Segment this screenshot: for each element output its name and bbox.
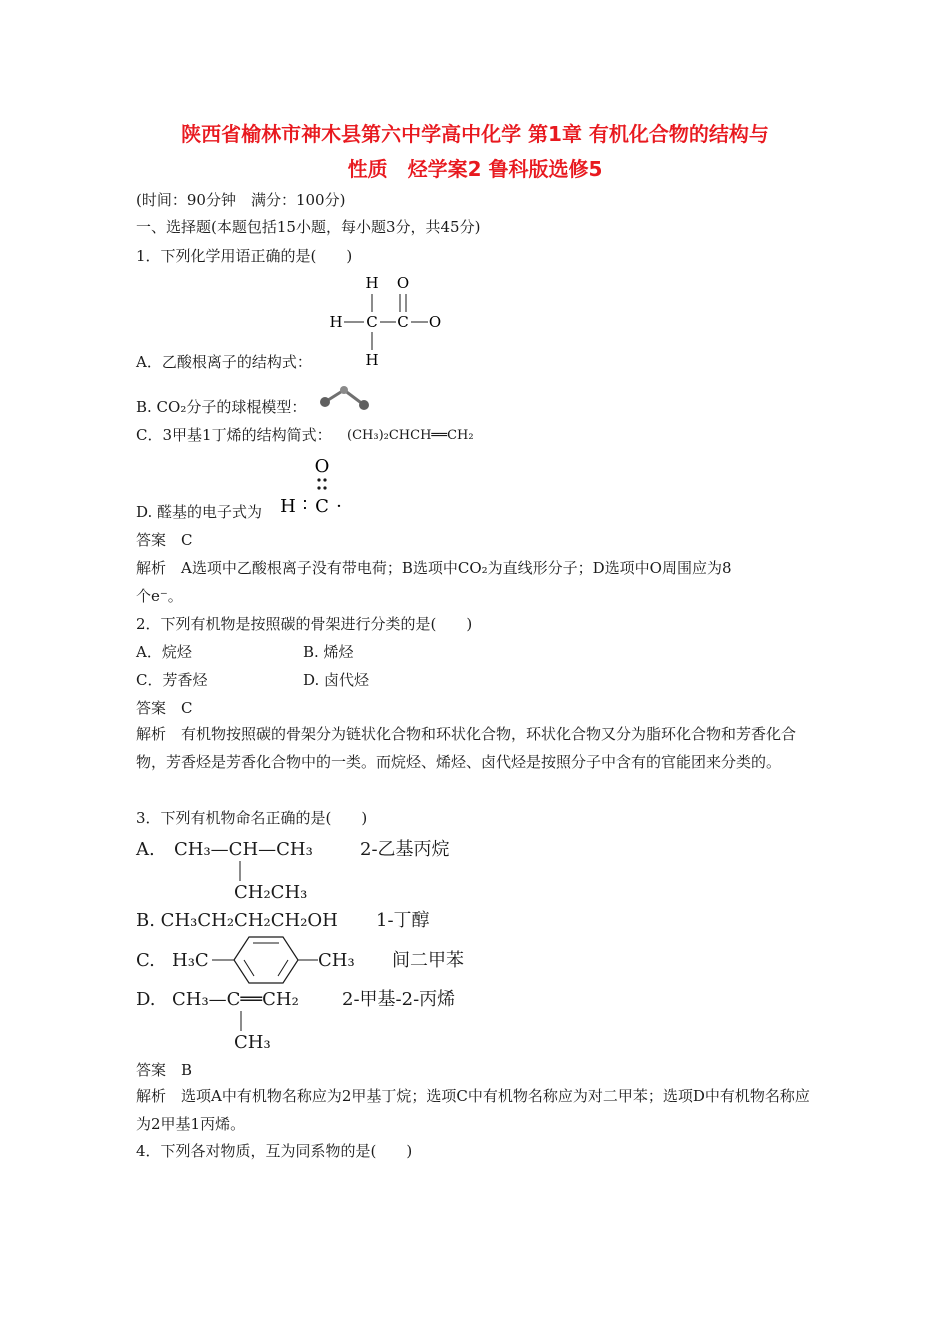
question-3-option-c-right: CH₃ [318,950,355,971]
question-1-option-c-formula: (CH₃)₂CHCH══CH₂ [347,428,474,443]
question-3-option-b-name: 1-丁醇 [376,910,430,931]
co2-ball-stick-model [318,384,374,414]
question-1-option-a: A．乙酸根离子的结构式： [136,353,312,371]
atom-h-left: H [329,313,343,331]
aldehyde-electron-formula [276,454,346,516]
question-1-analysis-cont: 个e⁻。 [136,587,183,605]
question-2-stem: 2．下列有机物是按照碳的骨架进行分类的是( ) [136,615,473,633]
question-3-option-a-formula: CH₃—CH—CH₃ [174,839,313,860]
question-3-option-a-name: 2-乙基丙烷 [360,839,450,860]
question-2-option-d: D. 卤代烃 [303,671,370,689]
shared-pair: ∶ [302,495,308,516]
acetate-structural-formula [326,272,446,368]
question-3-stem: 3．下列有机物命名正确的是( ) [136,809,368,827]
question-3-option-c-left: H₃C [172,950,209,971]
section-heading: 一、选择题(本题包括15小题，每小题3分，共45分) [136,218,481,236]
question-3-option-a-branch: CH₂CH₃ [234,882,308,903]
question-3-option-d-branch: CH₃ [234,1032,271,1053]
question-2-option-a: A．烷烃 [136,643,192,661]
atom-o-right: O [428,313,442,331]
atom-h-top: H [365,274,379,292]
question-3-option-c-name: 间二甲苯 [392,950,464,971]
question-3-analysis: 解析 选项A中有机物名称应为2甲基丁烷；选项C中有机物名称应为对二甲苯；选项D中有机物名称应为2甲基1丙烯。 [136,1087,810,1133]
question-1-analysis: 解析 A选项中乙酸根离子没有带电荷；B选项中CO₂为直线形分子；D选项中O周围应为8 [136,559,732,577]
question-4-stem: 4．下列各对物质，互为同系物的是( ) [136,1142,413,1160]
question-3-option-a-label: A. [136,839,155,860]
question-2-option-c: C．芳香烃 [136,671,208,689]
atom-h: H [280,496,296,517]
atom-c-1: C [366,313,378,331]
option-d-branch-bond [239,1011,243,1033]
question-2-answer: 答案 C [136,699,193,717]
single-electron: · [336,496,342,517]
time-score-info: (时间：90分钟 满分：100分) [136,191,346,209]
document-title-line-2: 性质 烃学案2 鲁科版选修5 [347,157,603,181]
question-1-option-d: D. 醛基的电子式为 [136,503,263,521]
question-2-analysis: 解析 有机物按照碳的骨架分为链状化合物和环状化合物，环状化合物又分为脂环化合物和芳香化合物，芳香烃是芳香化合物中的一类。而烷烃、烯烃、卤代烃是按照分子中含有的官能团来分类的。 [136,725,797,771]
benzene-ring [212,934,322,986]
option-a-branch-bond [238,861,242,883]
question-3-option-d-label: D. [136,989,156,1010]
question-3-option-d-formula: CH₃—C══CH₂ [172,989,299,1010]
atom-c: C [315,496,329,517]
question-2-option-b: B. 烯烃 [303,643,354,661]
question-1-answer: 答案 C [136,531,193,549]
question-1-stem: 1．下列化学用语正确的是( ) [136,247,353,265]
atom-o-top: O [396,274,410,292]
question-3-option-d-name: 2-甲基-2-丙烯 [342,989,456,1010]
question-3-option-b-formula: B. CH₃CH₂CH₂CH₂OH [136,910,338,931]
atom-c-2: C [397,313,409,331]
atom-o: O [314,456,330,477]
question-3-answer: 答案 B [136,1061,193,1079]
atom-h-bottom: H [365,351,379,369]
document-title-line-1: 陕西省榆林市神木县第六中学高中化学 第1章 有机化合物的结构与 [181,122,769,146]
question-1-option-b: B. CO₂分子的球棍模型： [136,398,307,416]
question-3-option-c-label: C. [136,950,155,971]
question-1-option-c: C．3甲基1丁烯的结构简式： [136,426,332,444]
